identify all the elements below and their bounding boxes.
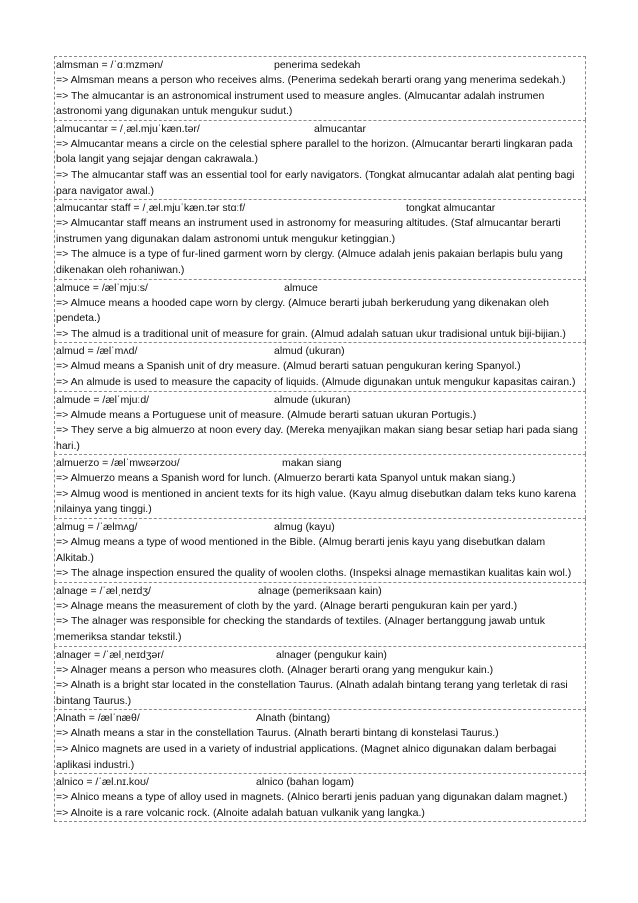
entry-header [56, 455, 585, 471]
entry-header [56, 519, 585, 535]
entry-header [56, 280, 585, 296]
example-sentence: => Alnico means a type of alloy used in magnets. (Alnico berarti jenis paduan yang digunakan dalam magnet.) [56, 791, 568, 804]
dictionary-entry [54, 279, 586, 343]
dictionary-entry [54, 646, 586, 710]
example-sentence: => Alnager means a person who measures cloth. (Alnager berarti orang yang mengukur kain.) [56, 663, 494, 676]
example-sentence: => Almucantar means a circle on the celestial sphere parallel to the horizon. (Almucantar berarti lingkaran pada bola langit yang sejajar dengan cakrawala.) [56, 137, 573, 166]
headword-pronunciation: alnico = /ˈæl.nɪ.koʊ/ [56, 776, 149, 789]
translation: alnage (pemeriksaan kain) [258, 584, 382, 597]
entry-header [56, 710, 585, 726]
entry-header [56, 343, 585, 359]
translation: almud (ukuran) [274, 345, 345, 358]
entry-header [56, 121, 585, 137]
entry-header [56, 583, 585, 599]
headword-pronunciation: almucantar staff = /ˌæl.mjuˈkæn.tər stɑːf/ [56, 202, 246, 215]
dictionary-entry [54, 518, 586, 582]
example-sentence: => The alnage inspection ensured the quality of woolen cloths. (Inspeksi alnage memastikan kualitas kain wol.) [56, 567, 572, 580]
example-sentence: => Alnath means a star in the constellation Taurus. (Alnath berarti bintang di konstelasi Taurus.) [56, 727, 499, 740]
translation: almucantar [314, 122, 366, 135]
dictionary-entry [54, 454, 586, 518]
headword-pronunciation: almsman = /ˈɑːmzmən/ [56, 59, 164, 71]
translation: almuce [284, 281, 318, 294]
example-sentence: => They serve a big almuerzo at noon every day. (Mereka menyajikan makan siang besar setiap hari pada siang hari.) [56, 424, 578, 452]
headword-pronunciation: almude = /ælˈmjuːd/ [56, 393, 150, 406]
example-sentence: => Alnath is a bright star located in the constellation Taurus. (Alnath adalah bintang terang yang terletak di rasi bintang Taurus.) [56, 679, 568, 707]
entry-header [56, 392, 585, 408]
example-sentence: => The almuce is a type of fur-lined garment worn by clergy. (Almuce adalah jenis pakaian berlapis bulu yang dikenakan oleh rohaniwan.) [56, 248, 563, 276]
translation: alnager (pengukur kain) [276, 648, 387, 661]
headword-pronunciation: almuce = /ælˈmjuːs/ [56, 281, 148, 294]
example-sentence: => Alnage means the measurement of cloth by the yard. (Alnage berarti pengukuran kain per yard.) [56, 599, 518, 612]
headword-pronunciation: Alnath = /ælˈnæθ/ [56, 712, 140, 725]
headword-pronunciation: almud = /ælˈmʌd/ [56, 345, 138, 358]
translation: tongkat almucantar [406, 202, 496, 215]
translation: makan siang [282, 457, 342, 470]
example-sentence: => Almsman means a person who receives alms. (Penerima sedekah berarti orang yang menerima sedekah.) [56, 74, 566, 86]
translation: almude (ukuran) [274, 393, 351, 406]
headword-pronunciation: almuerzo = /ælˈmwɛərzoʊ/ [56, 457, 180, 470]
example-sentence: => Almud means a Spanish unit of dry measure. (Almud berarti satuan pengukuran kering Spanyol.) [56, 360, 521, 373]
translation: Alnath (bintang) [256, 712, 331, 725]
example-sentence: => The alnager was responsible for checking the standards of textiles. (Alnager bertanggung jawab untuk memeriksa standar tekstil.) [56, 615, 545, 644]
dictionary-entry [54, 120, 586, 199]
example-sentence: => Almude means a Portuguese unit of measure. (Almude berarti satuan ukuran Portugis.) [56, 408, 477, 421]
entry-header [56, 647, 585, 663]
headword-pronunciation: alnager = /ˈælˌneɪdʒər/ [56, 648, 164, 661]
example-sentence: => Almug wood is mentioned in ancient texts for its high value. (Kayu almug disebutkan dalam teks kuno karena nilainya yang tinggi.) [56, 487, 577, 516]
dictionary-entry [54, 773, 586, 822]
entry-header [56, 774, 585, 790]
example-sentence: => Alnoite is a rare volcanic rock. (Alnoite adalah batuan vulkanik yang langka.) [56, 806, 425, 819]
example-sentence: => An almude is used to measure the capacity of liquids. (Almude digunakan untuk mengukur kapasitas cairan.) [56, 375, 576, 388]
headword-pronunciation: almucantar = /ˌæl.mjuˈkæn.tər/ [56, 122, 200, 135]
example-sentence: => The almud is a traditional unit of measure for grain. (Almud adalah satuan ukur tradisional untuk biji-bijian.) [56, 327, 566, 340]
entry-header [56, 57, 585, 73]
example-sentence: => Almug means a type of wood mentioned in the Bible. (Almug berarti jenis kayu yang disebutkan dalam Alkitab.) [56, 536, 546, 564]
dictionary-entry [54, 56, 586, 120]
example-sentence: => Almucantar staff means an instrument used in astronomy for measuring altitudes. (Staf almucantar berarti instrumen yang digunakan dalam astronomi untuk mengukur ketinggian.) [56, 217, 561, 245]
example-sentence: => The almucantar staff was an essential tool for early navigators. (Tongkat almucantar adalah alat penting bagi para navigator awal.) [56, 168, 575, 197]
example-sentence: => Almuerzo means a Spanish word for lunch. (Almuerzo berarti kata Spanyol untuk makan siang.) [56, 472, 516, 485]
example-sentence: => Almuce means a hooded cape worn by clergy. (Almuce berarti jubah berkerudung yang dikenakan oleh pendeta.) [56, 296, 550, 325]
dictionary-entry [54, 342, 586, 390]
dictionary-entry [54, 199, 586, 278]
example-sentence: => The almucantar is an astronomical instrument used to measure angles. (Almucantar adalah instrumen astronomi yang digunakan untuk mengukur sudut.) [56, 89, 545, 118]
example-sentence: => Alnico magnets are used in a variety of industrial applications. (Magnet alnico digunakan dalam berbagai aplikasi industri.) [56, 743, 557, 771]
dictionary-entry [54, 709, 586, 773]
headword-pronunciation: almug = /ˈælmʌɡ/ [56, 521, 138, 534]
dictionary-sheet [54, 56, 586, 822]
translation: almug (kayu) [274, 521, 335, 534]
dictionary-entry [54, 391, 586, 455]
entry-header [56, 200, 585, 216]
translation: alnico (bahan logam) [256, 776, 355, 789]
headword-pronunciation: alnage = /ˈælˌneɪdʒ/ [56, 584, 151, 597]
dictionary-entry [54, 582, 586, 646]
translation: penerima sedekah [274, 59, 361, 71]
